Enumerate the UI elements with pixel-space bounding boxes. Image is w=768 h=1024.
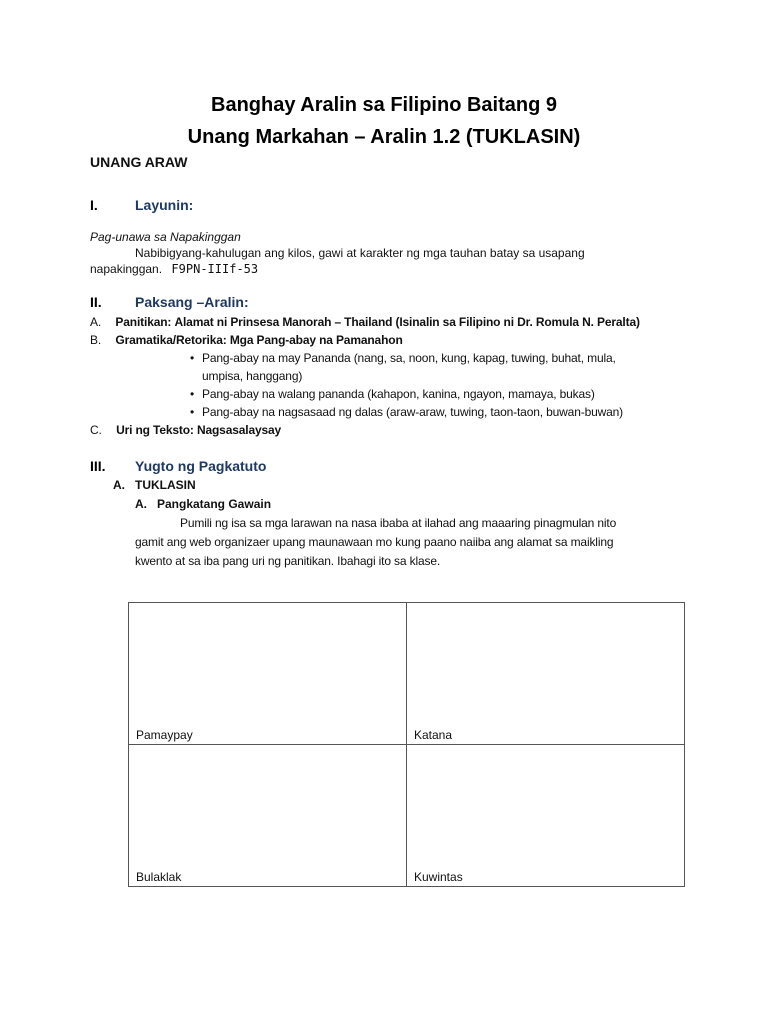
bullet-item-1 <box>190 351 616 365</box>
section-1-subheading: Pag-unawa sa Napakinggan <box>90 230 241 244</box>
section-1-objective-line1: Nabibigyang-kahulugan ang kilos, gawi at karakter ng mga tauhan batay sa usapang <box>135 246 585 260</box>
section-1-objective-text: napakinggan. <box>90 262 163 276</box>
day-heading: UNANG ARAW <box>90 154 188 170</box>
list-item-a-value: Alamat ni Prinsesa Manorah – Thailand (Isinalin sa Filipino ni Dr. Romula N. Peralta) <box>174 315 640 329</box>
bullet-icon: • <box>190 387 195 401</box>
table-row <box>129 603 685 745</box>
section-1-objective-line2 <box>90 262 258 276</box>
list-item-b-label: Gramatika/Retorika: <box>115 333 227 347</box>
bullet-item-2-text: Pang-abay na walang pananda (kahapon, kanina, ngayon, mamaya, bukas) <box>202 387 595 401</box>
bullet-item-3 <box>190 405 623 419</box>
activity-instruction-line2: gamit ang web organizaer upang maunawaan mo kung paano naiiba ang alamat sa maikling <box>135 535 614 549</box>
table-row <box>129 745 685 887</box>
list-item-b-value: Mga Pang-abay na Pamanahon <box>229 333 403 347</box>
bullet-item-3-text: Pang-abay na nagsasaad ng dalas (araw-araw, tuwing, taon-taon, buwan-buwan) <box>202 405 624 419</box>
bullet-item-1-text: Pang-abay na may Pananda (nang, sa, noon, kung, kapag, tuwing, buhat, mula, <box>202 351 616 365</box>
list-item-c-letter: C. <box>90 423 102 437</box>
bullet-icon: • <box>190 405 195 419</box>
bullet-icon: • <box>190 351 195 365</box>
list-item-b-letter: B. <box>90 333 102 347</box>
subsection-a-letter: A. <box>113 478 125 492</box>
table-cell-bulaklak: Bulaklak <box>129 745 407 887</box>
activity-title: Pangkatang Gawain <box>157 497 272 511</box>
list-item-c-value: Nagsasalaysay <box>196 423 282 437</box>
list-item-a-label: Panitikan: <box>115 315 172 329</box>
section-3-title: Yugto ng Pagkatuto <box>135 458 267 474</box>
list-item-a <box>90 315 640 329</box>
section-3-number: III. <box>90 458 106 474</box>
competency-code: F9PN-IIIf-53 <box>171 262 259 276</box>
table-cell-kuwintas: Kuwintas <box>407 745 685 887</box>
list-item-c <box>90 423 281 437</box>
table-cell-katana: Katana <box>407 603 685 745</box>
section-1-title: Layunin: <box>135 197 194 213</box>
activity-instruction-line3: kwento at sa iba pang uri ng panitikan. Ibahagi ito sa klase. <box>135 554 441 568</box>
picture-choice-table <box>128 602 685 887</box>
activity-letter: A. <box>135 497 147 511</box>
list-item-a-letter: A. <box>90 315 102 329</box>
document-title: Banghay Aralin sa Filipino Baitang 9 <box>211 94 557 116</box>
table-cell-pamaypay: Pamaypay <box>129 603 407 745</box>
section-1-number: I. <box>90 197 98 213</box>
section-2-title: Paksang –Aralin: <box>135 294 249 310</box>
bullet-item-2 <box>190 387 595 401</box>
list-item-b <box>90 333 403 347</box>
list-item-c-label: Uri ng Teksto: <box>116 423 194 437</box>
document-subtitle: Unang Markahan – Aralin 1.2 (TUKLASIN) <box>187 126 581 148</box>
bullet-item-1-continued: umpisa, hanggang) <box>202 369 303 383</box>
subsection-a-title: TUKLASIN <box>135 478 196 492</box>
activity-instruction-line1: Pumili ng isa sa mga larawan na nasa ibaba at ilahad ang maaaring pinagmulan nito <box>180 516 617 530</box>
section-2-number: II. <box>90 294 102 310</box>
